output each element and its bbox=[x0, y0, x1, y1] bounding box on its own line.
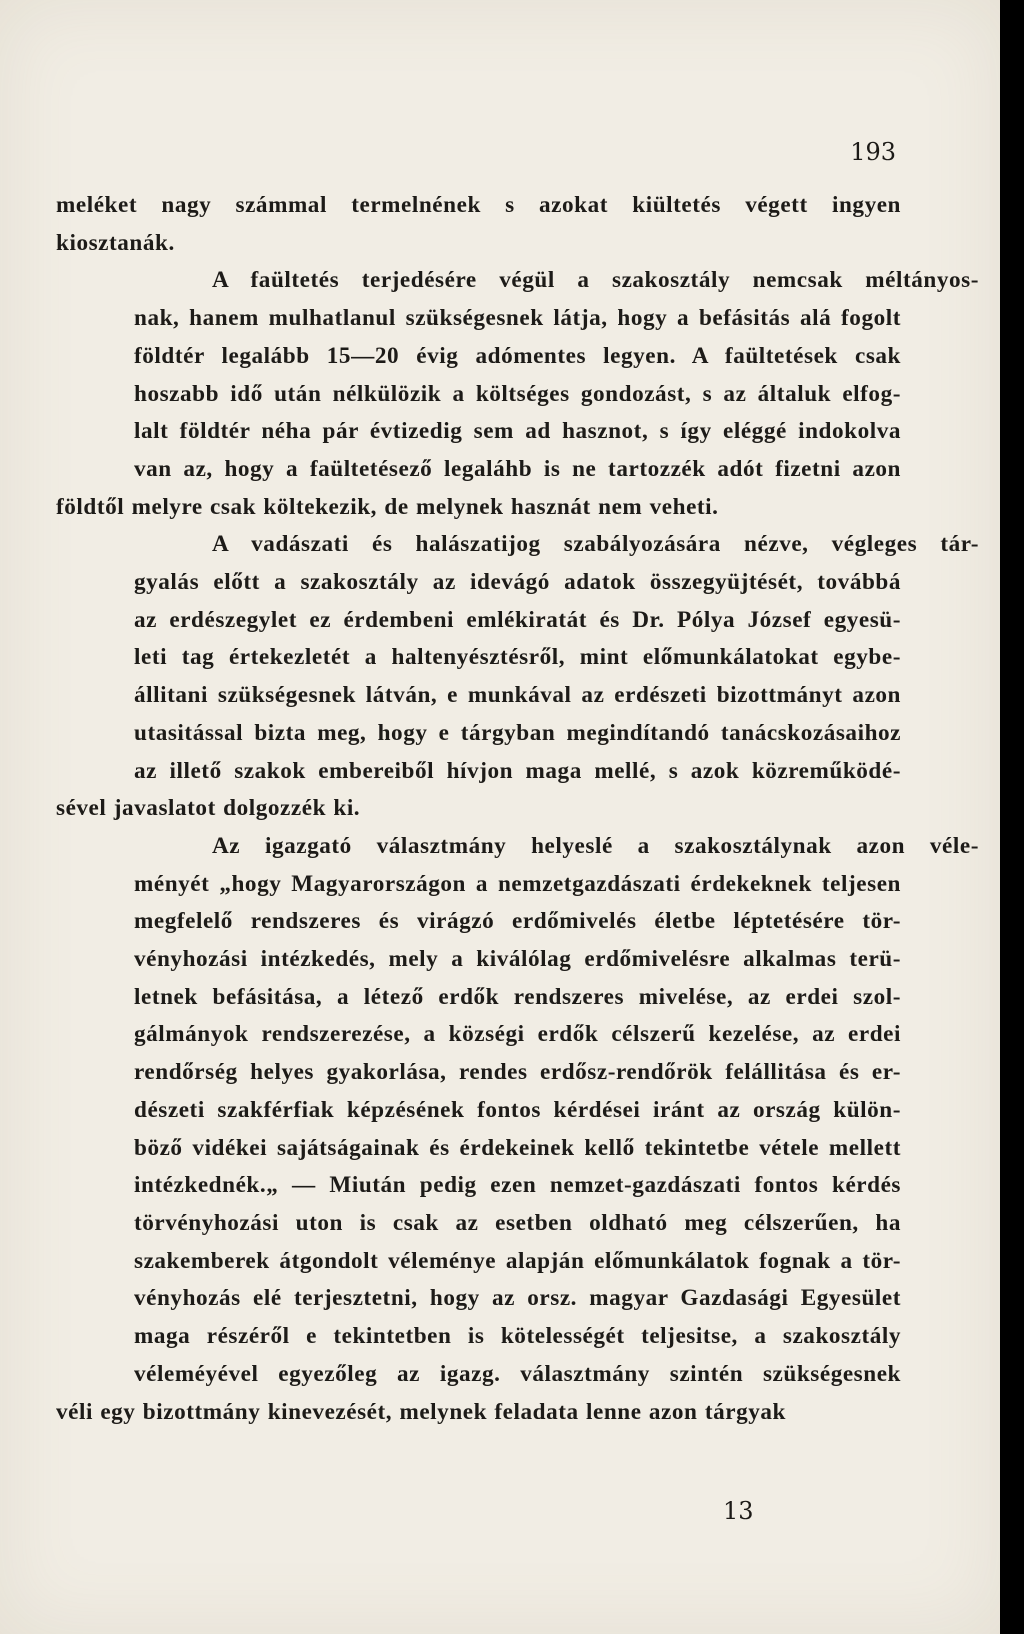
text-line: véli egy bizottmány kinevezését, melynek feladata lenne azon tárgyak bbox=[56, 1398, 786, 1425]
text-line: vényhozási intézkedés, mely a kiválólag erdőmivelésre alkalmas terü- bbox=[134, 946, 901, 973]
text-line: földtől melyre csak költekezik, de melynek hasznát nem veheti. bbox=[56, 493, 719, 520]
paragraph bbox=[56, 526, 979, 828]
text-line: megfelelő rendszeres és virágzó erdőmivelés életbe léptetésére tör- bbox=[134, 908, 901, 935]
text-line: böző vidékei sajátságainak és érdekeinek kellő tekintetbe vétele mellett bbox=[134, 1134, 901, 1161]
text-line: leti tag értekezletét a haltenyésztésről, mint előmunkálatokat egybe- bbox=[134, 644, 901, 671]
text-line: vényhozás elé terjesztetni, hogy az orsz. magyar Gazdasági Egyesület bbox=[134, 1285, 901, 1312]
text-line: az erdészegylet ez érdembeni emlékiratát és Dr. Pólya József egyesü- bbox=[134, 606, 901, 633]
text-line: földtér legalább 15—20 évig adómentes legyen. A faültetések csak bbox=[134, 342, 901, 369]
text-line: van az, hogy a faültetésező legaláhb is ne tartozzék adót fizetni azon bbox=[134, 455, 901, 482]
body-text bbox=[56, 187, 979, 1431]
text-line: törvényhozási uton is csak az esetben oldható meg célszerűen, ha bbox=[134, 1209, 901, 1236]
text-line: intézkednék.„ — Miután pedig ezen nemzet-gazdászati fontos kérdés bbox=[134, 1172, 901, 1199]
text-line: letnek befásitása, a létező erdők rendszeres mivelése, az erdei szol- bbox=[134, 983, 901, 1010]
text-line: sével javaslatot dolgozzék ki. bbox=[56, 795, 361, 822]
text-line: gyalás előtt a szakosztály az idevágó adatok összegyüjtését, továbbá bbox=[134, 569, 901, 596]
text-line: nak, hanem mulhatlanul szükségesnek látja, hogy a befásitás alá fogolt bbox=[134, 305, 901, 332]
paragraph bbox=[56, 187, 901, 262]
text-line: utasitással bizta meg, hogy e tárgyban megindítandó tanácskozásaihoz bbox=[134, 719, 901, 746]
page-number: 193 bbox=[850, 138, 896, 166]
text-line: dészeti szakférfiak képzésének fontos kérdései iránt az ország külön- bbox=[134, 1096, 901, 1123]
text-line: hoszabb idő után nélkülözik a költséges gondozást, s az általuk elfog- bbox=[134, 380, 901, 407]
text-line: A faültetés terjedésére végül a szakosztály nemcsak méltányos- bbox=[212, 267, 979, 294]
text-line: az illető szakok embereiből hívjon maga mellé, s azok közreműködé- bbox=[134, 757, 901, 784]
text-line: gálmányok rendszerezése, a községi erdők célszerű kezelése, az erdei bbox=[134, 1021, 901, 1048]
text-line: meléket nagy számmal termelnének s azokat kiültetés végett ingyen bbox=[56, 192, 901, 218]
text-line: állitani szükségesnek látván, e munkával az erdészeti bizottmányt azon bbox=[134, 682, 901, 709]
signature-mark: 13 bbox=[723, 1497, 754, 1525]
text-line: A vadászati és halászatijog szabályozására nézve, végleges tár- bbox=[212, 531, 979, 558]
text-line: ményét „hogy Magyarországon a nemzetgazdászati érdekeknek teljesen bbox=[134, 870, 901, 897]
text-line: véleméyével egyezőleg az igazg. választmány szintén szükségesnek bbox=[134, 1360, 901, 1387]
paragraph bbox=[56, 828, 979, 1431]
text-line: lalt földtér néha pár évtizedig sem ad hasznot, s így eléggé indokolva bbox=[134, 418, 901, 445]
text-line: szakemberek átgondolt véleménye alapján előmunkálatok fognak a tör- bbox=[134, 1247, 901, 1274]
text-line: Az igazgató választmány helyeslé a szakosztálynak azon véle- bbox=[212, 832, 979, 859]
text-line: rendőrség helyes gyakorlása, rendes erdősz-rendőrök felállitása és er- bbox=[134, 1059, 901, 1086]
text-line: maga részéről e tekintetben is kötelességét teljesitse, a szakosztály bbox=[134, 1323, 901, 1350]
paragraph bbox=[56, 262, 979, 526]
text-line: kiosztanák. bbox=[56, 229, 175, 256]
